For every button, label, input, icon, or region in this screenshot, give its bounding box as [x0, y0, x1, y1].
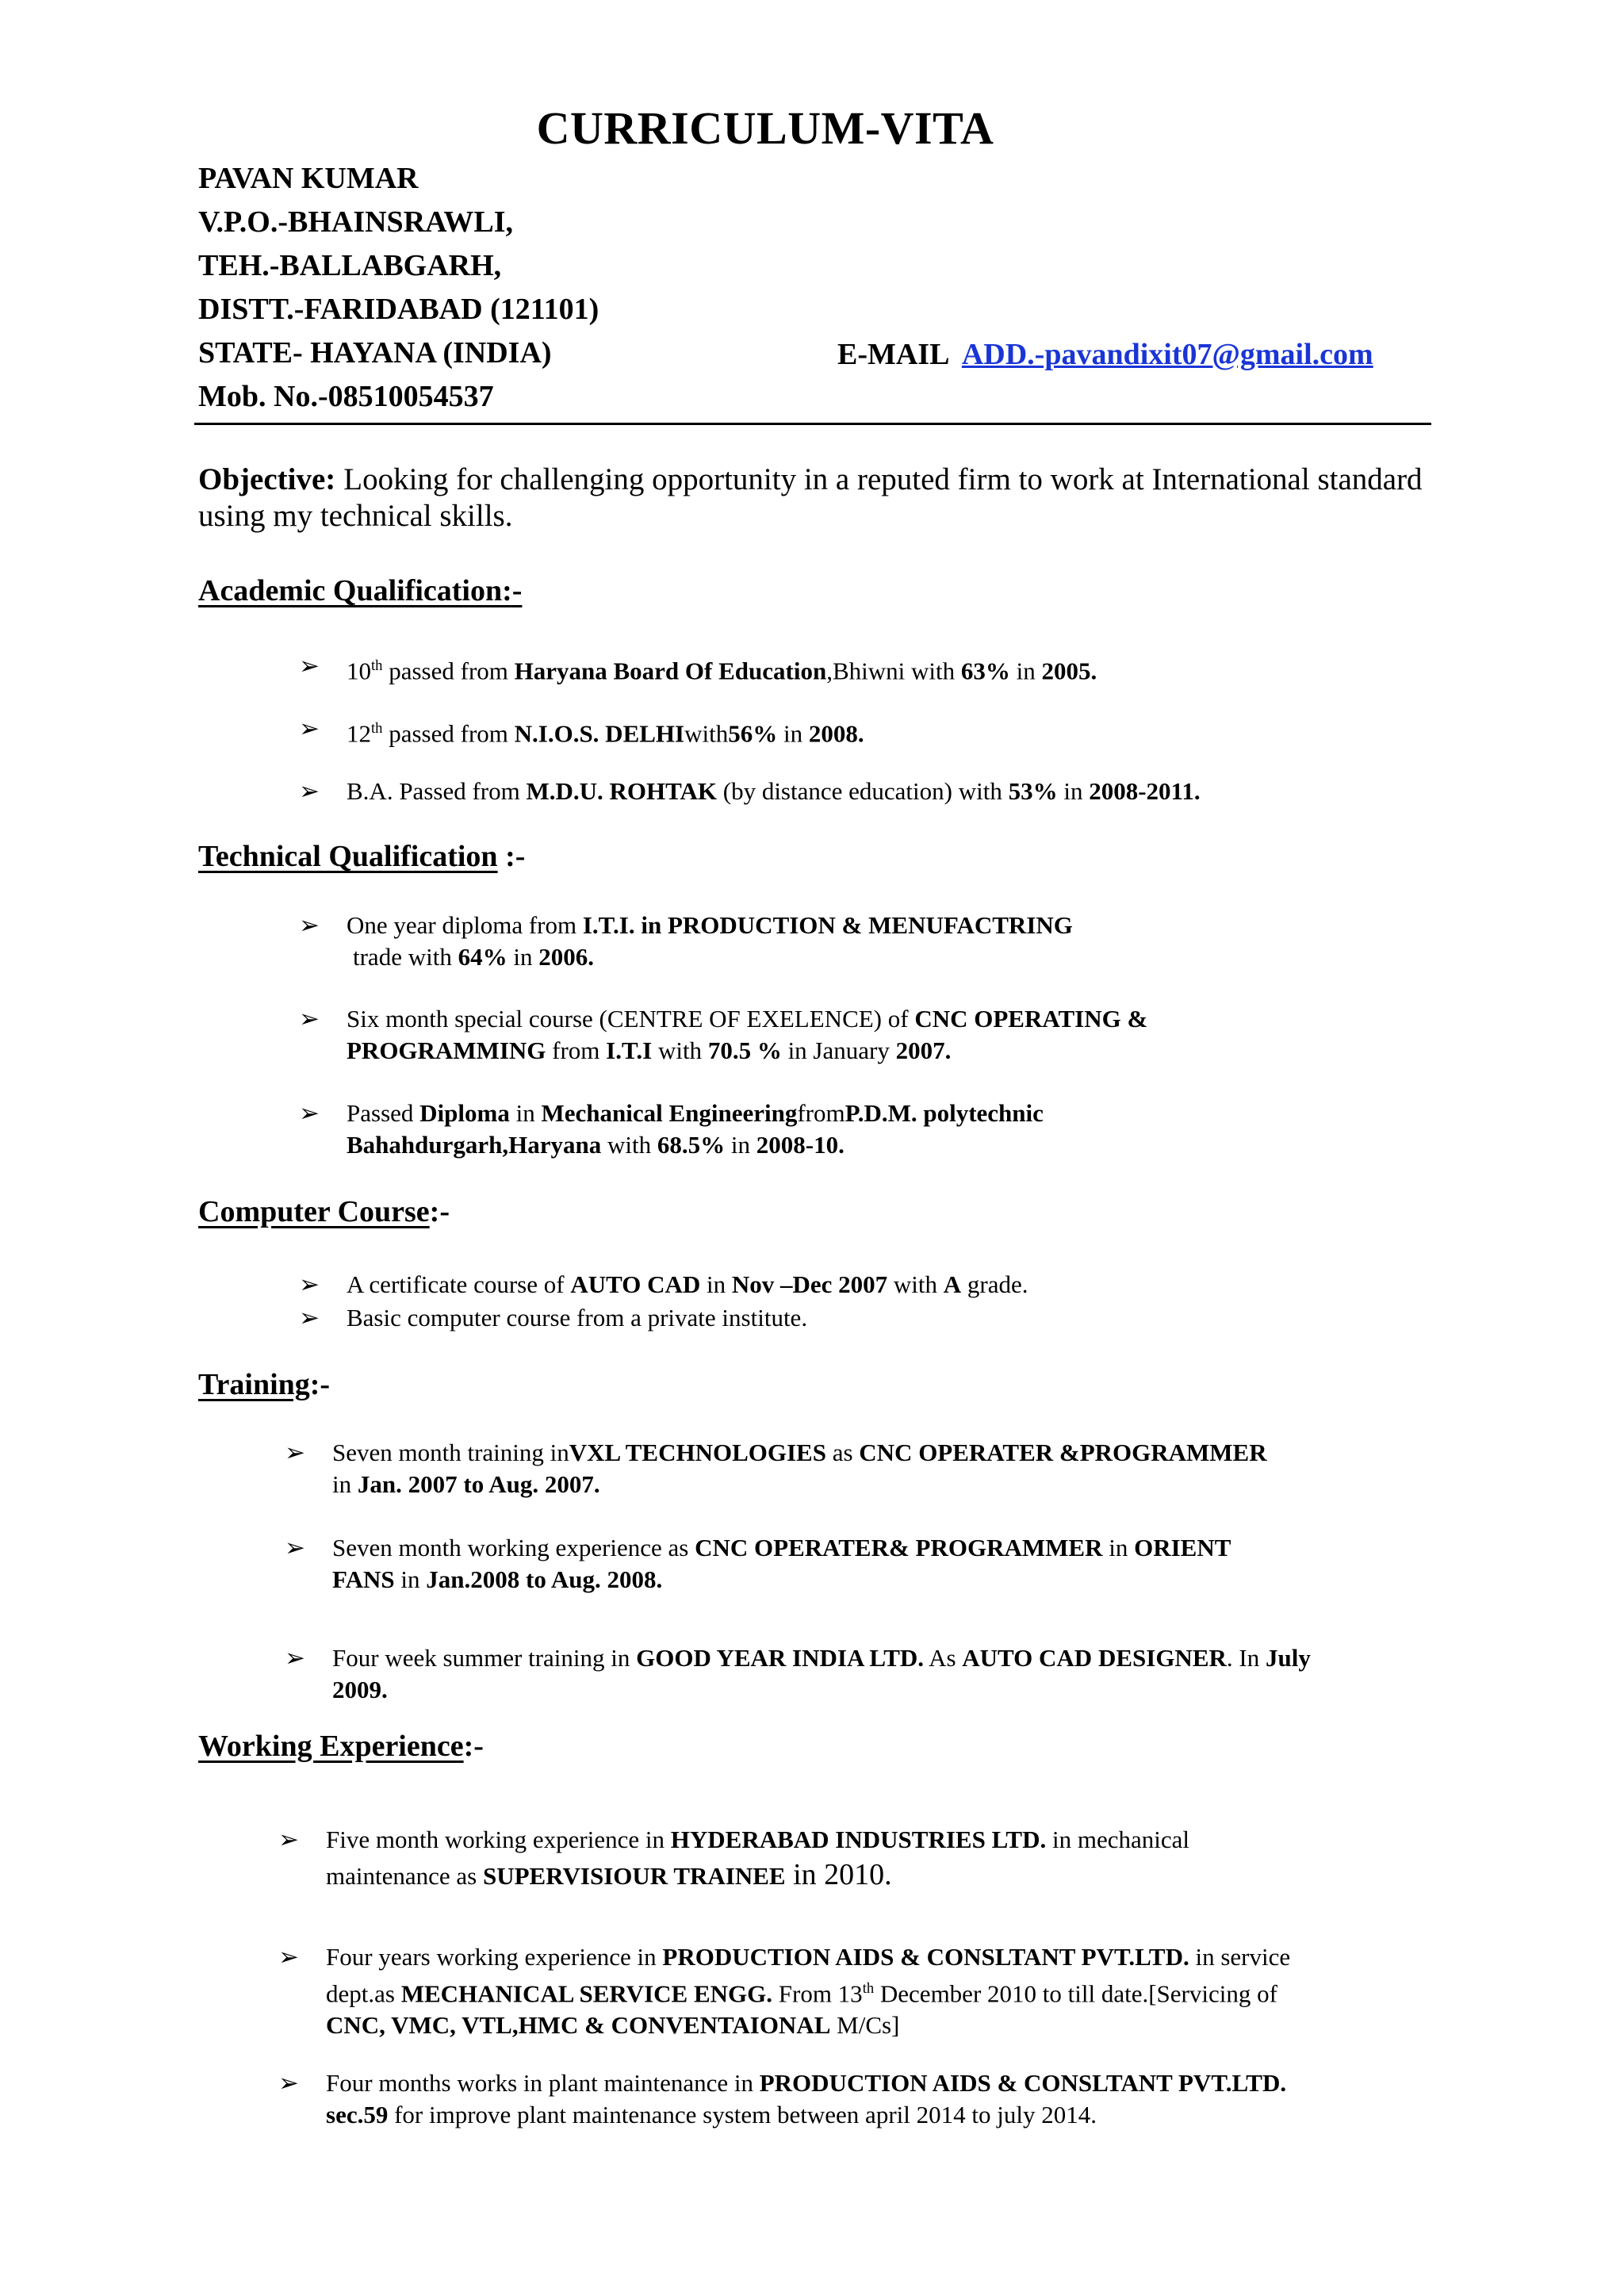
list-item: ➢ Five month working experience in HYDERABAD INDUSTRIES LTD. in mechanical maintenance as SUPERVISIOUR TRAINEE in 2010.	[278, 1826, 1189, 1891]
experience-heading: Working Experience:-	[198, 1730, 484, 1763]
arrow-bullet-icon: ➢	[285, 1644, 305, 1672]
address-line: TEH.-BALLABGARH,	[198, 249, 502, 282]
mobile-number: Mob. No.-08510054537	[198, 380, 494, 413]
email-label: E-MAIL	[837, 338, 948, 371]
arrow-bullet-icon: ➢	[285, 1534, 305, 1562]
arrow-bullet-icon: ➢	[299, 1099, 320, 1128]
list-item: ➢ B.A. Passed from M.D.U. ROHTAK (by distance education) with 53% in 2008-2011.	[299, 777, 1201, 806]
list-item: ➢ Seven month training inVXL TECHNOLOGIES as CNC OPERATER &PROGRAMMER in Jan. 2007 to Aug. 2007.	[285, 1439, 1267, 1498]
list-item: ➢ 10th passed from Haryana Board Of Education,Bhiwni with 63% in 2005.	[299, 652, 1097, 685]
list-item: ➢ One year diploma from I.T.I. in PRODUCTION & MENUFACTRING trade with 64% in 2006.	[299, 911, 1073, 971]
arrow-bullet-icon: ➢	[299, 652, 320, 680]
address-line: STATE- HAYANA (INDIA)	[198, 336, 552, 370]
arrow-bullet-icon: ➢	[278, 1943, 299, 1971]
address-line: V.P.O.-BHAINSRAWLI,	[198, 205, 513, 239]
page-title: CURRICULUM-VITA	[536, 102, 994, 154]
list-item: ➢ Basic computer course from a private institute.	[299, 1304, 808, 1332]
email-row	[837, 337, 1373, 372]
academic-heading-text: Academic Qualification:-	[198, 574, 523, 607]
arrow-bullet-icon: ➢	[299, 715, 320, 743]
arrow-bullet-icon: ➢	[299, 1304, 320, 1332]
list-item: ➢ Seven month working experience as CNC OPERATER& PROGRAMMER in ORIENT FANS in Jan.2008 to Aug. 2008.	[285, 1534, 1231, 1593]
arrow-bullet-icon: ➢	[285, 1439, 305, 1467]
arrow-bullet-icon: ➢	[299, 1005, 320, 1033]
computer-heading: Computer Course:-	[198, 1195, 450, 1228]
arrow-bullet-icon: ➢	[299, 777, 320, 806]
email-link[interactable]: ADD.-pavandixit07@gmail.com	[961, 338, 1373, 371]
address-line: DISTT.-FARIDABAD (121101)	[198, 293, 599, 326]
list-item: ➢ Four week summer training in GOOD YEAR INDIA LTD. As AUTO CAD DESIGNER. In July 2009.	[285, 1644, 1311, 1703]
list-item: ➢ Six month special course (CENTRE OF EXELENCE) of CNC OPERATING & PROGRAMMING from I.T.I with 70.5 % in January 2007.	[299, 1005, 1148, 1064]
technical-heading: Technical Qualification :-	[198, 840, 526, 873]
list-item: ➢ Four months works in plant maintenance in PRODUCTION AIDS & CONSLTANT PVT.LTD. sec.59 for improve plant maintenance system between april 2014 to july 2014.	[278, 2069, 1287, 2128]
arrow-bullet-icon: ➢	[278, 2069, 299, 2098]
objective-label: Objective:	[198, 462, 336, 496]
horizontal-divider	[194, 423, 1431, 425]
academic-heading	[198, 573, 522, 608]
training-heading: Training:-	[198, 1368, 331, 1401]
arrow-bullet-icon: ➢	[278, 1826, 299, 1854]
contact-name: PAVAN KUMAR	[198, 162, 419, 195]
contact-block	[198, 157, 599, 419]
objective-section	[198, 462, 1435, 534]
objective-text: Looking for challenging opportunity in a reputed firm to work at International standard using my technical skills.	[198, 462, 1423, 533]
list-item: ➢ Passed Diploma in Mechanical EngineeringfromP.D.M. polytechnic Bahahdurgarh,Haryana with 68.5% in 2008-10.	[299, 1099, 1044, 1159]
arrow-bullet-icon: ➢	[299, 1270, 320, 1299]
list-item: ➢ 12th passed from N.I.O.S. DELHIwith56% in 2008.	[299, 715, 864, 748]
list-item: ➢ A certificate course of AUTO CAD in Nov –Dec 2007 with A grade.	[299, 1270, 1028, 1299]
list-item: ➢ Four years working experience in PRODUCTION AIDS & CONSLTANT PVT.LTD. in service dept.as MECHANICAL SERVICE ENGG. From 13th December 2010 to till date.[Servicing of CNC, VMC, VTL,HMC & CONVENTAIONAL M/Cs]	[278, 1943, 1291, 2040]
arrow-bullet-icon: ➢	[299, 911, 320, 940]
